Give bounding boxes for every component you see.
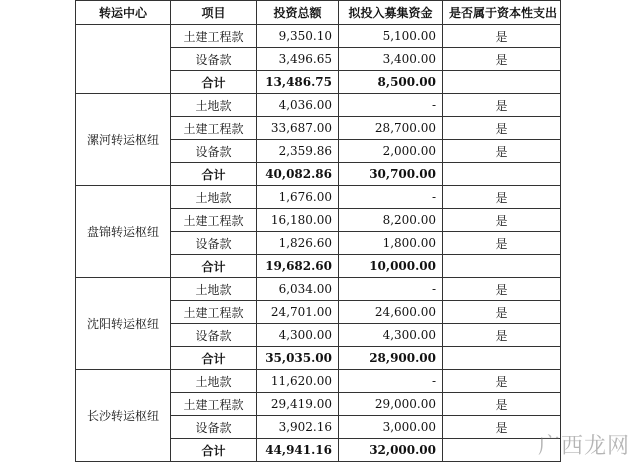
item-cell: 土建工程款 [171,117,257,140]
capital-cell [443,347,561,370]
header-raised: 拟投入募集资金 [339,1,443,25]
table-row [76,186,561,209]
raised-cell: 3,000.00 [339,416,443,439]
table-row [76,94,561,117]
capital-cell [443,255,561,278]
total-cell: 16,180.00 [257,209,339,232]
total-cell: 29,419.00 [257,393,339,416]
item-cell: 土地款 [171,94,257,117]
item-cell: 设备款 [171,232,257,255]
capital-cell: 是 [443,94,561,117]
raised-cell: - [339,94,443,117]
total-cell: 13,486.75 [257,71,339,94]
total-cell: 1,826.60 [257,232,339,255]
total-cell: 6,034.00 [257,278,339,301]
capital-cell: 是 [443,278,561,301]
total-cell: 2,359.86 [257,140,339,163]
table-row [76,278,561,301]
raised-cell: 29,000.00 [339,393,443,416]
raised-cell: 8,200.00 [339,209,443,232]
item-cell: 设备款 [171,416,257,439]
investment-table [75,0,561,462]
total-cell: 3,902.16 [257,416,339,439]
raised-cell: 32,000.00 [339,439,443,462]
header-center: 转运中心 [76,1,171,25]
table-row [76,25,561,48]
item-cell: 土建工程款 [171,393,257,416]
raised-cell: 28,900.00 [339,347,443,370]
capital-cell [443,163,561,186]
raised-cell: 4,300.00 [339,324,443,347]
item-cell: 合计 [171,255,257,278]
total-cell: 44,941.16 [257,439,339,462]
capital-cell: 是 [443,324,561,347]
total-cell: 19,682.60 [257,255,339,278]
capital-cell: 是 [443,25,561,48]
raised-cell: - [339,370,443,393]
total-cell: 11,620.00 [257,370,339,393]
raised-cell: 2,000.00 [339,140,443,163]
raised-cell: - [339,186,443,209]
center-name-cell: 沈阳转运枢纽 [76,278,171,370]
capital-cell: 是 [443,301,561,324]
item-cell: 土建工程款 [171,209,257,232]
table-header-row [76,1,561,25]
item-cell: 设备款 [171,140,257,163]
capital-cell: 是 [443,232,561,255]
raised-cell: 3,400.00 [339,48,443,71]
raised-cell: 28,700.00 [339,117,443,140]
raised-cell: 24,600.00 [339,301,443,324]
item-cell: 土建工程款 [171,301,257,324]
capital-cell: 是 [443,393,561,416]
capital-cell: 是 [443,370,561,393]
header-capital: 是否属于资本性支出 [443,1,561,25]
capital-cell: 是 [443,186,561,209]
center-name-cell: 长沙转运枢纽 [76,370,171,462]
raised-cell: 1,800.00 [339,232,443,255]
table-row [76,370,561,393]
total-cell: 33,687.00 [257,117,339,140]
total-cell: 40,082.86 [257,163,339,186]
watermark-logo: 广西龙网 [537,434,630,459]
item-cell: 合计 [171,439,257,462]
center-name-cell: 盘锦转运枢纽 [76,186,171,278]
capital-cell: 是 [443,48,561,71]
total-cell: 24,701.00 [257,301,339,324]
item-cell: 设备款 [171,324,257,347]
total-cell: 1,676.00 [257,186,339,209]
table-body [76,25,561,462]
raised-cell: 8,500.00 [339,71,443,94]
item-cell: 合计 [171,71,257,94]
center-name-cell [76,25,171,94]
item-cell: 合计 [171,163,257,186]
item-cell: 土地款 [171,370,257,393]
item-cell: 设备款 [171,48,257,71]
header-total: 投资总额 [257,1,339,25]
raised-cell: 10,000.00 [339,255,443,278]
capital-cell: 是 [443,209,561,232]
investment-table-wrapper [75,0,560,462]
item-cell: 土地款 [171,186,257,209]
total-cell: 3,496.65 [257,48,339,71]
raised-cell: - [339,278,443,301]
raised-cell: 5,100.00 [339,25,443,48]
total-cell: 4,036.00 [257,94,339,117]
raised-cell: 30,700.00 [339,163,443,186]
item-cell: 土地款 [171,278,257,301]
item-cell: 土建工程款 [171,25,257,48]
capital-cell [443,71,561,94]
total-cell: 4,300.00 [257,324,339,347]
capital-cell: 是 [443,140,561,163]
capital-cell: 是 [443,117,561,140]
header-item: 项目 [171,1,257,25]
capital-cell: 是 [443,416,561,439]
total-cell: 35,035.00 [257,347,339,370]
center-name-cell: 漯河转运枢纽 [76,94,171,186]
total-cell: 9,350.10 [257,25,339,48]
item-cell: 合计 [171,347,257,370]
